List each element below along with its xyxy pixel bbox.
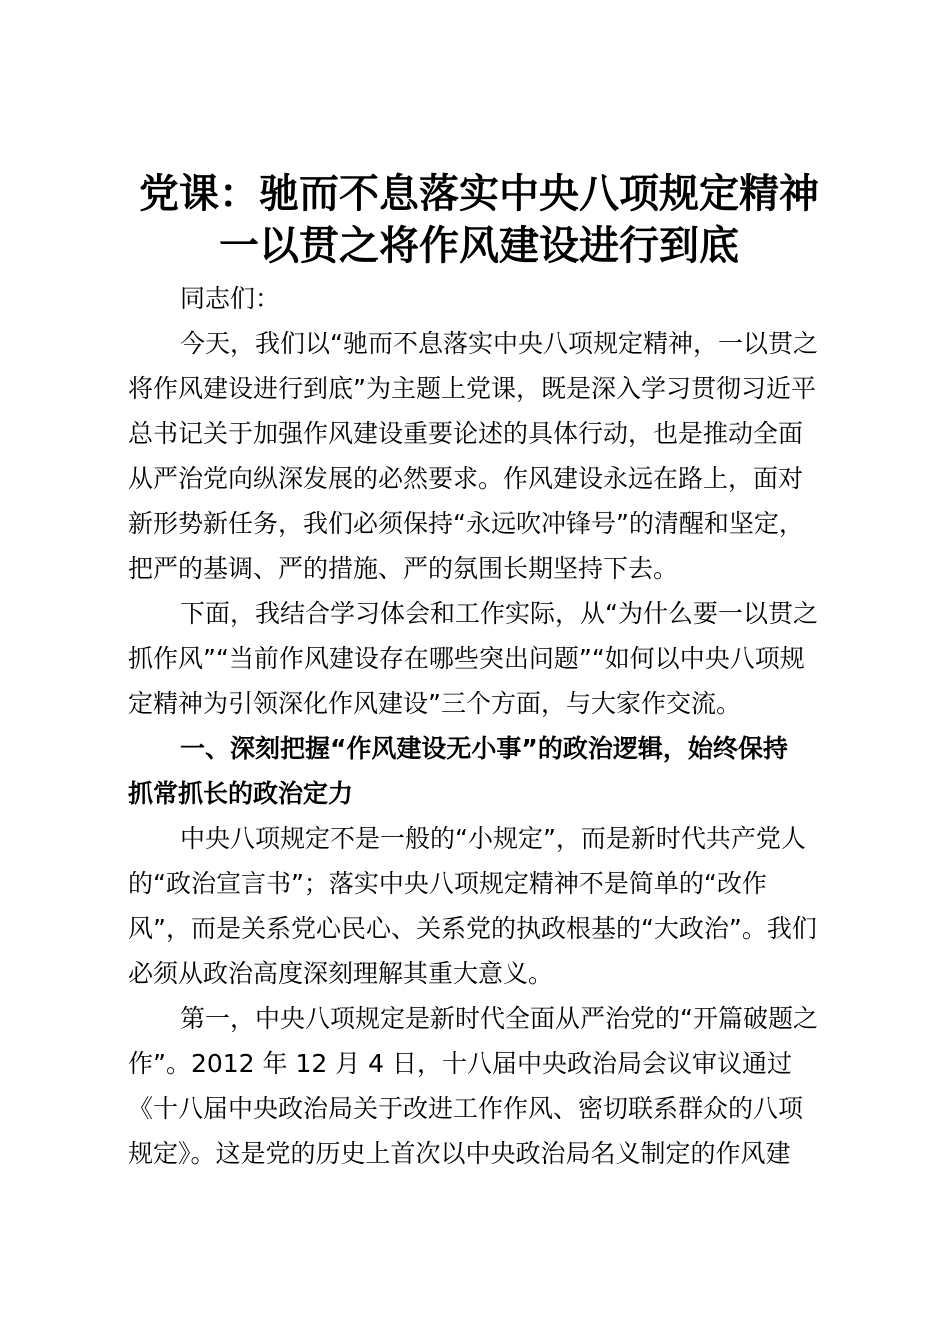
title-line-2: 一以贯之将作风建设进行到底 [219,223,739,269]
body-text-line: 必须从政治高度深刻理解其重大意义。 [128,959,554,988]
body-text-line: 抓作风”“当前作风建设存在哪些突出问题”“如何以中央八项规 [128,644,805,673]
document-title [120,168,838,272]
title-line-1: 党课：驰而不息落实中央八项规定精神 [139,171,819,217]
body-text-line: 定精神为引领深化作风建设”三个方面，与大家作交流。 [128,689,741,718]
section-heading-line: 抓常抓长的政治定力 [128,779,354,808]
body-text-line: 风”，而是关系党心民心、关系党的执政根基的“大政治”。我们 [128,914,817,943]
body-text-line: 今天，我们以“驰而不息落实中央八项规定精神，一以贯之 [180,329,818,358]
body-text-line: 将作风建设进行到底”为主题上党课，既是深入学习贯彻习近平 [128,374,816,403]
body-text-line: 把严的基调、严的措施、严的氛围长期坚持下去。 [128,554,679,583]
body-text-line: 总书记关于加强作风建设重要论述的具体行动，也是推动全面 [128,419,804,448]
document-body [128,276,834,1176]
body-text-line: 第一，中央八项规定是新时代全面从严治党的“开篇破题之 [180,1004,818,1033]
body-text-line: 作”。2012 年 12 月 4 日，十八届中央政治局会议审议通过 [128,1049,793,1078]
body-text-line: 中央八项规定不是一般的“小规定”，而是新时代共产党人 [180,824,806,853]
section-heading-line: 一、深刻把握“作风建设无小事”的政治逻辑，始终保持 [180,734,788,763]
body-text-line: 下面，我结合学习体会和工作实际，从“为什么要一以贯之 [180,599,818,628]
body-text-line: 规定》。这是党的历史上首次以中央政治局名义制定的作风建 [128,1139,791,1168]
body-text-line: 从严治党向纵深发展的必然要求。作风建设永远在路上，面对 [128,464,804,493]
body-text-line: 新形势新任务，我们必须保持“永远吹冲锋号”的清醒和坚定， [128,509,804,538]
body-text-line: 的“政治宣言书”；落实中央八项规定精神不是简单的“改作 [128,869,767,898]
body-text-line: 《十八届中央政治局关于改进工作作风、密切联系群众的八项 [128,1094,804,1123]
body-text-line: 同志们： [180,284,281,313]
